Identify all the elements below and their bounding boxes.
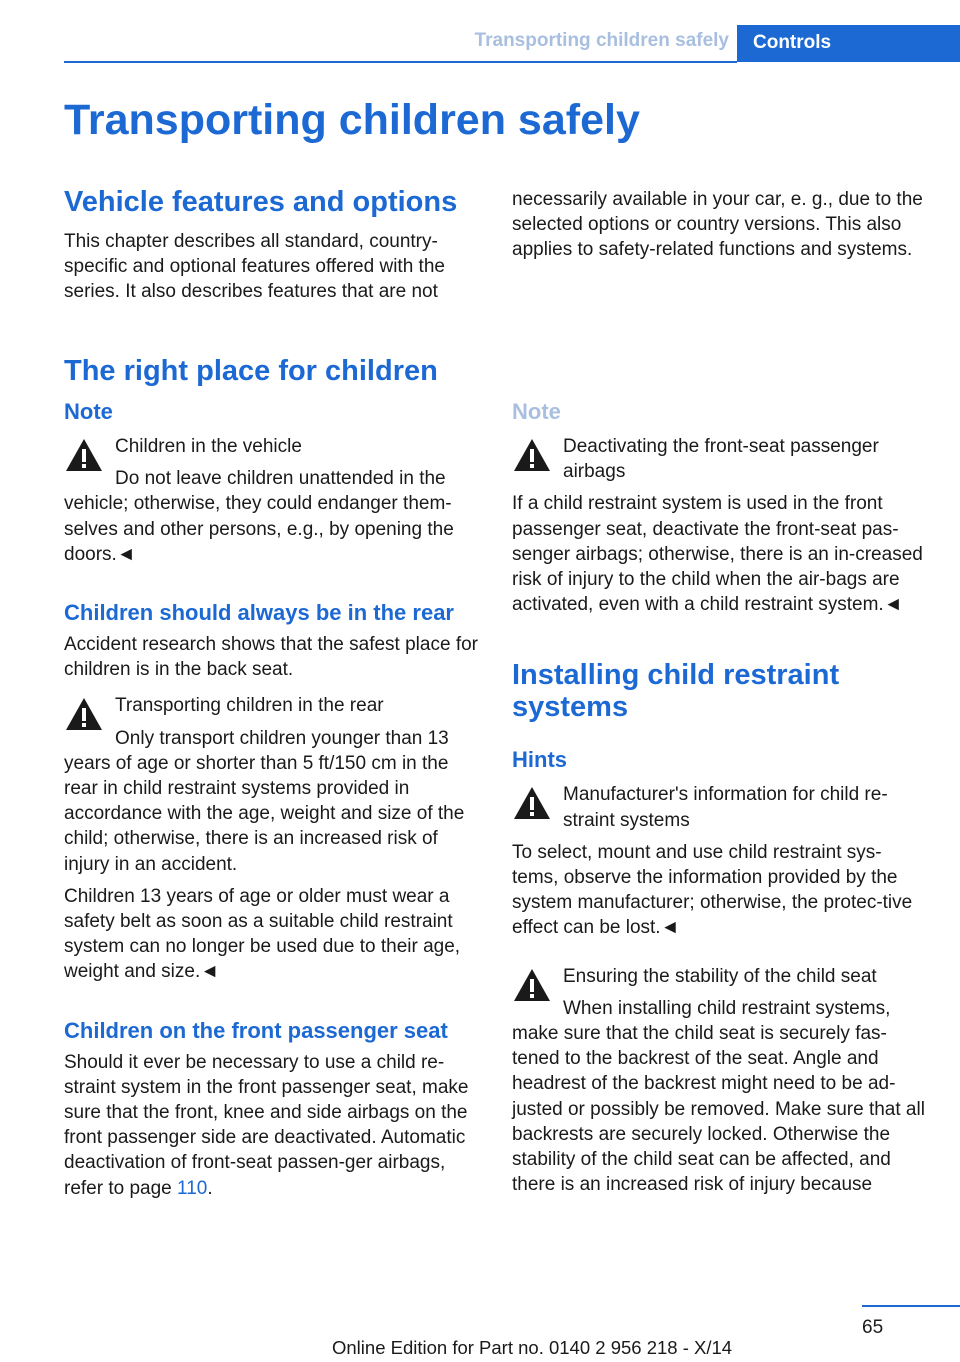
rear-para: Accident research shows that the safest place for children is in the back seat. [64,634,478,681]
page-ref-link[interactable]: 110 [177,1177,208,1199]
vehicle-features-para-right: necessarily available in your car, e. g., due to the selected options or country versions. This also applies to safety-related functions and systems. [512,189,923,261]
rear-warning-body-2: Children 13 years of age or older must wear a safety belt as soon as a suitable child restraint system can no longer be used due to their age, weight and size.◄ [64,885,461,983]
page-header [0,0,960,62]
installing-warning-1-body: To select, mount and use child restraint sys-tems, observe the information provided by the system manufacturer; otherwise, the protec-tive effect can be lost.◄ [512,841,913,939]
installing-warning-2 [512,964,928,1198]
installing-heading: Installing child restraint systems [512,659,840,724]
warning-triangle-icon [512,437,552,473]
page-number: 65 [862,1317,884,1338]
page-title: Transporting children safely [64,96,640,144]
installing-warning-1-title: Manufacturer's information for child re-straint systems [563,784,888,831]
installing-warning-2-title: Ensuring the stability of the child seat [563,965,877,987]
note2-body: If a child restraint system is used in the front passenger seat, deactivate the front-seat pas-senger airbags; otherwise, there is an in-creased risk of injury to the child when the air-bags are activated, even with a child restraint system.◄ [512,493,923,616]
rear-heading: Children should always be in the rear [64,600,454,626]
warning-triangle-icon [512,785,552,821]
header-chapter-tab[interactable]: Controls [737,25,960,62]
front-para-text: Should it ever be necessary to use a child re-straint system in the front passenger seat, make sure that the front, knee and side airbags on the front passenger side are deactivated. Automatic deactivation of front-seat passen-ger airbags, refer to page [64,1051,469,1199]
note2-title: Deactivating the front-seat passenger airbags [563,436,879,483]
note1-title: Children in the vehicle [115,436,302,457]
left-column [64,399,480,1201]
rear-warning-title: Transporting children in the rear [115,695,384,717]
footer-edition: Online Edition for Part no. 0140 2 956 218 - X/14 [332,1337,733,1358]
right-place-heading: The right place for children [64,355,438,387]
vehicle-features-heading: Vehicle features and options [64,186,458,218]
warning-triangle-icon [512,967,552,1003]
footer-rule [862,1305,960,1307]
note1-body: Do not leave children unattended in the vehicle; otherwise, they could endanger them-selves and other persons, e.g., by opening the doors.◄ [64,468,454,565]
header-rule [64,61,737,63]
rear-warning [64,693,480,984]
header-section-title: Transporting children safely [474,30,729,51]
right-column [512,399,928,1197]
front-para-end: . [207,1177,213,1199]
note2-heading: Note [512,399,561,424]
warning-triangle-icon [64,696,104,732]
installing-warning-1 [512,782,928,940]
installing-warning-2-body: When installing child restraint systems, make sure that the child seat is securely fas-tened to the backrest of the seat. Angle and headrest of the backrest might need to be ad-justed or possibly be removed. Make sure that all backrests are securely locked. Otherwise the stability of the child seat can be affected, and there is an increased risk of injury because [512,997,925,1196]
note1-heading: Note [64,399,113,424]
warning-triangle-icon [64,437,104,473]
vehicle-features-left [64,186,480,305]
rear-warning-body: Only transport children younger than 13 years of age or shorter than 5 ft/150 cm in the rear in child restraint systems provided in accordance with the age, weight and size of the child; otherwise, there is an increased risk of injury in an accident. [64,727,465,875]
note2-warning [512,434,928,617]
vehicle-features-para-left: This chapter describes all standard, country-specific and optional features offered with the series. It also describes features that are not [64,231,445,303]
hints-heading: Hints [512,747,567,773]
vehicle-features-right [512,187,924,263]
front-para [64,1050,480,1201]
note1-warning [64,434,480,567]
front-heading: Children on the front passenger seat [64,1017,448,1043]
